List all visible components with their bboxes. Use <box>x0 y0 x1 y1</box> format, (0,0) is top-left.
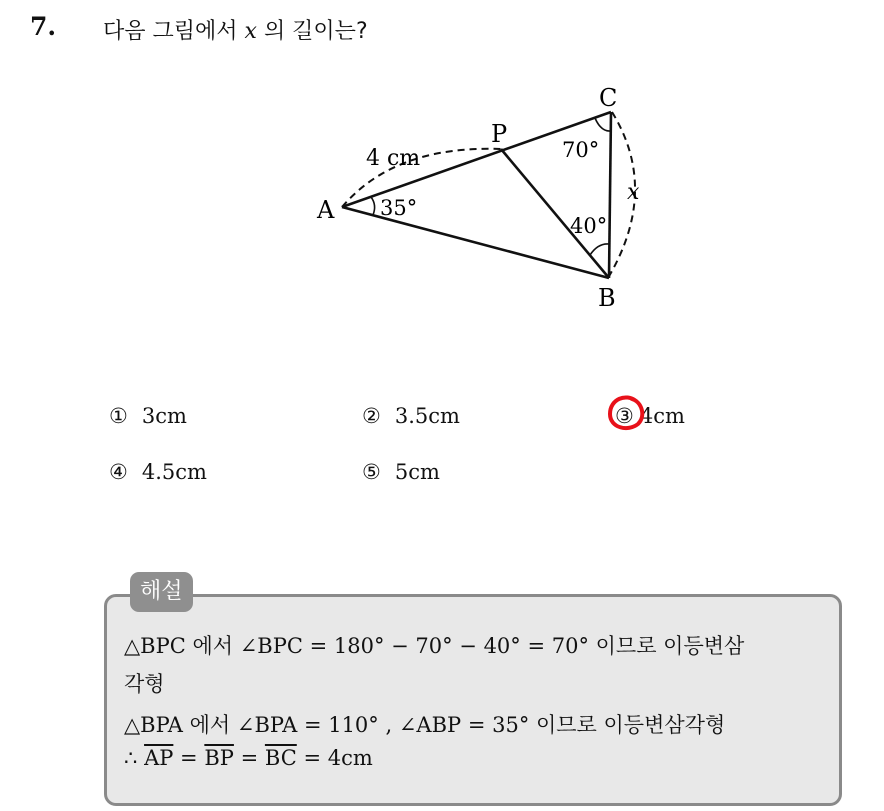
choice-4-mark: ④ <box>109 460 128 484</box>
segment-cb <box>609 112 611 278</box>
question-text-after: 의 길이는? <box>263 19 368 44</box>
choice-5-text: 5cm <box>394 460 440 484</box>
length-label-x: x <box>627 180 640 205</box>
choice-4[interactable] <box>109 460 207 484</box>
point-label-c: C <box>599 84 618 112</box>
length-label-ap: 4 cm <box>366 146 421 171</box>
question-text-before: 다음 그림에서 <box>103 19 238 44</box>
segment-ap: $\overline{AP}$ <box>144 746 174 770</box>
choice-1-text: 3cm <box>141 404 187 428</box>
angle-label-c: 70° <box>562 138 600 162</box>
choice-1-mark: ① <box>109 404 128 428</box>
choice-3-text: 4cm <box>639 404 685 428</box>
angle-arc-a <box>371 197 375 215</box>
angle-label-b: 40° <box>570 214 608 238</box>
point-label-b: B <box>598 284 616 312</box>
choice-2-mark: ② <box>362 404 381 428</box>
question-number: 7. <box>30 12 57 41</box>
triangle-figure <box>0 0 884 330</box>
solution-tag: 해설 <box>130 572 193 612</box>
solution-line-4 <box>124 746 373 770</box>
therefore-symbol: ∴ <box>124 746 138 770</box>
selected-answer-circle <box>606 394 646 434</box>
equals-2: = <box>240 746 259 770</box>
equals-1: = <box>180 746 198 770</box>
choice-5[interactable] <box>362 460 440 484</box>
choice-4-text: 4.5cm <box>141 460 207 484</box>
choice-3-mark: ③ <box>615 404 634 428</box>
question-variable: x <box>244 19 257 44</box>
solution-result: = 4cm <box>303 746 373 770</box>
point-label-a: A <box>317 196 335 224</box>
point-label-p: P <box>491 120 508 148</box>
angle-arc-c <box>595 118 611 131</box>
solution-line-1: △BPC 에서 ∠BPC = 180° − 70° − 40° = 70° 이므로 이등변삼 <box>124 634 745 658</box>
angle-label-a: 35° <box>380 196 418 220</box>
angle-arc-b <box>590 244 609 255</box>
solution-line-3: △BPA 에서 ∠BPA = 110° , ∠ABP = 35° 이므로 이등변삼각형 <box>124 713 726 737</box>
choice-5-mark: ⑤ <box>362 460 381 484</box>
segment-bc: $\overline{BC}$ <box>264 746 297 770</box>
choice-2[interactable] <box>362 404 460 428</box>
choice-2-text: 3.5cm <box>394 404 460 428</box>
choice-1[interactable] <box>109 404 187 428</box>
segment-bp: $\overline{BP}$ <box>204 746 234 770</box>
solution-line-2: 각형 <box>124 672 165 696</box>
solution-box <box>104 594 842 806</box>
